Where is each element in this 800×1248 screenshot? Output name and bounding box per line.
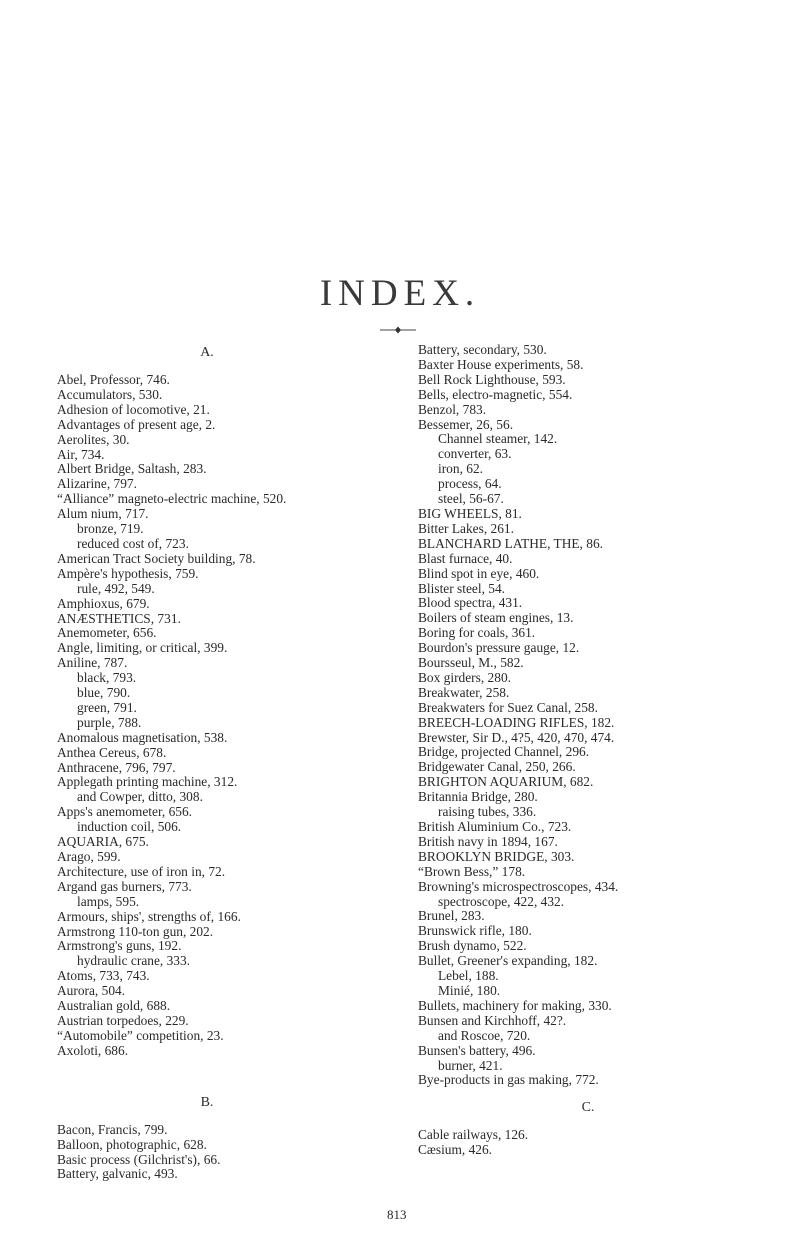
index-subentry: black, 793. [77, 670, 137, 686]
index-entry: Balloon, photographic, 628. [57, 1136, 207, 1152]
index-column-right [418, 343, 773, 1158]
index-entry: Battery, secondary, 530. [418, 342, 547, 357]
index-entry: Bessemer, 26, 56. [418, 416, 514, 432]
index-subentry: burner, 421. [438, 1057, 503, 1073]
index-entry: Aniline, 787. [57, 655, 128, 671]
index-subentry: Channel steamer, 142. [438, 431, 558, 447]
index-entry: Abel, Professor, 746. [57, 372, 170, 387]
index-entry: “Brown Bess,” 178. [418, 863, 526, 879]
index-entry: Bell Rock Lighthouse, 593. [418, 371, 566, 387]
index-entry: Accumulators, 530. [57, 386, 163, 402]
index-entry: Armstrong's guns, 192. [57, 938, 182, 954]
index-entry: BLANCHARD LATHE, THE, 86. [418, 535, 603, 551]
index-subentry: process, 64. [438, 476, 502, 492]
entry-list-a [57, 373, 412, 1059]
index-entry: Blast furnace, 40. [418, 550, 513, 566]
index-entry: Battery, galvanic, 493. [57, 1166, 178, 1182]
index-entry: Blood spectra, 431. [418, 595, 523, 611]
index-subentry: steel, 56-67. [438, 491, 504, 507]
index-entry: Anemometer, 656. [57, 625, 157, 641]
index-entry: Applegath printing machine, 312. [57, 774, 238, 790]
index-entry: Cæsium, 426. [418, 1142, 493, 1158]
index-subentry: bronze, 719. [77, 521, 144, 537]
index-entry: Atoms, 733, 743. [57, 968, 150, 984]
index-entry: Brunel, 283. [418, 908, 485, 924]
index-entry: Arago, 599. [57, 849, 121, 864]
index-entry: Anthea Cereus, 678. [57, 744, 167, 760]
index-entry: Amphioxus, 679. [57, 595, 150, 611]
index-entry: BRIGHTON AQUARIUM, 682. [418, 774, 594, 790]
index-entry: Aurora, 504. [57, 983, 126, 999]
index-entry: Architecture, use of iron in, 72. [57, 863, 226, 879]
index-entry: Breakwater, 258. [418, 684, 510, 700]
index-subentry: hydraulic crane, 333. [77, 953, 191, 969]
index-entry: Brewster, Sir D., 4?5, 420, 470, 474. [418, 729, 615, 745]
index-entry: Bourdon's pressure gauge, 12. [418, 640, 580, 656]
index-entry: Bullets, machinery for making, 330. [418, 997, 612, 1013]
index-subentry: spectroscope, 422, 432. [438, 893, 565, 909]
index-entry: Bullet, Greener's expanding, 182. [418, 953, 598, 969]
index-entry: BROOKLYN BRIDGE, 303. [418, 848, 575, 864]
index-entry: Armstrong 110-ton gun, 202. [57, 923, 214, 939]
index-entry: British navy in 1894, 167. [418, 833, 558, 849]
index-entry: Britannia Bridge, 280. [418, 789, 538, 805]
index-entry: Bells, electro-magnetic, 554. [418, 386, 573, 402]
index-entry: Box girders, 280. [418, 669, 511, 685]
section-heading-a: A. [200, 345, 214, 360]
divider-ornament [380, 326, 416, 334]
index-entry: “Automobile” competition, 23. [57, 1027, 224, 1043]
section-heading-b: B. [200, 1094, 214, 1110]
index-entry: Boursseul, M., 582. [418, 655, 524, 671]
index-subentry: iron, 62. [438, 461, 484, 477]
index-subentry: induction coil, 506. [77, 819, 182, 835]
index-entry: BIG WHEELS, 81. [418, 505, 522, 521]
index-entry: Bitter Lakes, 261. [418, 520, 514, 536]
index-entry: Ampère's hypothesis, 759. [57, 565, 199, 581]
index-entry: Apps's anemometer, 656. [57, 804, 193, 820]
index-entry: Boilers of steam engines, 13. [418, 610, 574, 626]
page-title: INDEX. [319, 273, 481, 314]
index-entry: Angle, limiting, or critical, 399. [57, 640, 228, 656]
entry-list-b-continued [418, 343, 773, 1088]
index-entry: Brunswick rifle, 180. [418, 923, 532, 939]
section-heading-c: C. [581, 1100, 595, 1116]
index-entry: Bridgewater Canal, 250, 266. [418, 759, 576, 775]
index-entry: Austrian torpedoes, 229. [57, 1012, 189, 1028]
entry-list-b [57, 1123, 412, 1183]
index-subentry: and Cowper, ditto, 308. [77, 789, 203, 805]
index-entry: Cable railways, 126. [418, 1127, 529, 1143]
index-entry: Australian gold, 688. [57, 998, 171, 1014]
entry-list-c [418, 1128, 773, 1158]
index-entry: Adhesion of locomotive, 21. [57, 401, 210, 417]
index-column-left [57, 343, 412, 1182]
index-entry: Anomalous magnetisation, 538. [57, 729, 228, 745]
page-number: 813 [387, 1207, 407, 1222]
index-subentry: Lebel, 188. [438, 968, 499, 984]
index-entry: Armours, ships', strengths of, 166. [57, 908, 241, 924]
index-entry: Argand gas burners, 773. [57, 878, 192, 894]
index-subentry: converter, 63. [438, 446, 512, 462]
index-entry: Alizarine, 797. [57, 476, 137, 492]
index-subentry: lamps, 595. [77, 893, 140, 909]
index-subentry: and Roscoe, 720. [438, 1027, 531, 1043]
index-entry: Anthracene, 796, 797. [57, 759, 176, 775]
index-subentry: blue, 790. [77, 685, 131, 701]
index-entry: Basic process (Gilchrist's), 66. [57, 1151, 221, 1167]
index-entry: Blister steel, 54. [418, 580, 506, 596]
index-entry: Axoloti, 686. [57, 1042, 129, 1058]
index-entry: Baxter House experiments, 58. [418, 356, 584, 372]
index-subentry: rule, 492, 549. [77, 580, 155, 596]
index-entry: Bridge, projected Channel, 296. [418, 744, 590, 760]
index-entry: American Tract Society building, 78. [57, 550, 256, 566]
index-entry: Boring for coals, 361. [418, 625, 536, 641]
index-subentry: Minié, 180. [438, 982, 501, 998]
index-entry: Aerolites, 30. [57, 431, 130, 447]
index-subentry: green, 791. [77, 699, 137, 715]
index-entry: Bunsen and Kirchhoff, 42?. [418, 1012, 567, 1028]
index-entry: BREECH-LOADING RIFLES, 182. [418, 714, 615, 730]
index-entry: ANÆSTHETICS, 731. [57, 610, 181, 626]
index-entry: Breakwaters for Suez Canal, 258. [418, 699, 598, 715]
index-entry: Browning's microspectroscopes, 434. [418, 878, 619, 894]
index-subentry: raising tubes, 336. [438, 804, 537, 820]
index-entry: Blind spot in eye, 460. [418, 565, 540, 581]
index-entry: Brush dynamo, 522. [418, 938, 527, 954]
index-entry: Bunsen's battery, 496. [418, 1042, 536, 1058]
index-entry: Bye-products in gas making, 772. [418, 1072, 599, 1088]
index-entry: Advantages of present age, 2. [57, 416, 216, 432]
index-entry: Albert Bridge, Saltash, 283. [57, 461, 207, 477]
index-entry: British Aluminium Co., 723. [418, 819, 572, 834]
index-subentry: purple, 788. [77, 714, 142, 730]
index-entry: “Alliance” magneto-electric machine, 520. [57, 491, 287, 507]
index-entry: Air, 734. [57, 446, 105, 462]
index-entry: Alum nium, 717. [57, 506, 149, 522]
index-entry: AQUARIA, 675. [57, 834, 149, 850]
index-entry: Bacon, Francis, 799. [57, 1121, 168, 1137]
index-entry: Benzol, 783. [418, 401, 487, 417]
index-subentry: reduced cost of, 723. [77, 535, 189, 551]
